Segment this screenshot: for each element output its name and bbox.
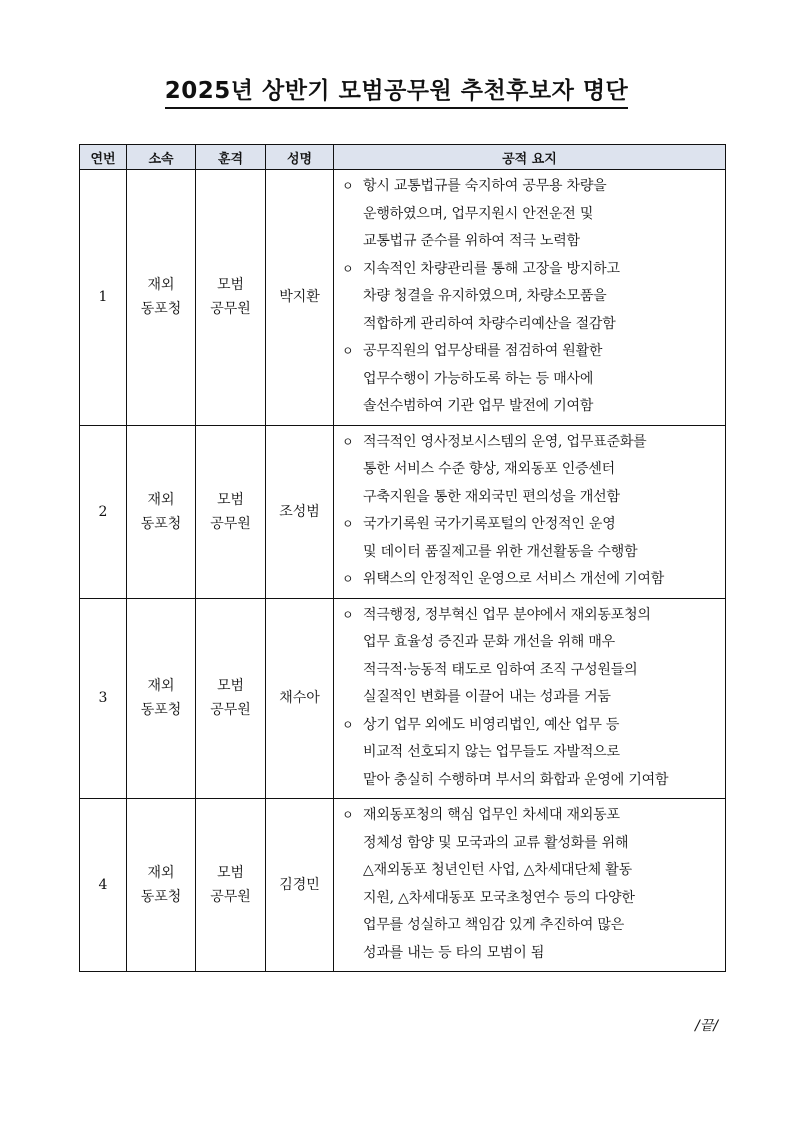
honor-cell	[196, 425, 266, 598]
honor-cell-line: 공무원	[210, 515, 251, 532]
affiliation-cell-line: 동포청	[140, 702, 182, 719]
merit-item	[342, 602, 721, 712]
merit-line: 적극적인 영사정보시스템의 운영, 업무표준화를	[363, 433, 647, 450]
bullet-icon: ㅇ	[342, 808, 354, 822]
table-row	[80, 425, 726, 598]
row-number: 4	[80, 799, 127, 972]
affiliation-cell	[127, 170, 196, 426]
merit-line: 교통법규 준수를 위하여 적극 노력함	[363, 233, 580, 249]
merit-item	[342, 338, 721, 421]
row-number: 2	[80, 425, 127, 598]
honor-cell-line: 모범	[216, 491, 245, 508]
affiliation-cell-line: 재외	[147, 678, 175, 695]
merit-item	[342, 712, 721, 795]
honor-cell-line: 공무원	[210, 702, 251, 719]
affiliation-cell	[127, 425, 196, 598]
honor-cell-line: 모범	[216, 865, 245, 881]
merit-line: 국가기록원 국가기록포털의 안정적인 운영	[363, 516, 616, 532]
name-cell: 박지환	[266, 170, 334, 426]
affiliation-cell-line: 재외	[147, 277, 175, 294]
merit-line: 솔선수범하여 기관 업무 발전에 기여함	[363, 398, 594, 414]
merit-line: 위택스의 안정적인 운영으로 서비스 개선에 기여함	[363, 571, 665, 587]
merit-line: △재외동포 청년인턴 사업, △차세대단체 활동	[363, 862, 632, 878]
honor-cell-line: 공무원	[210, 301, 251, 318]
merit-line: 지속적인 차량관리를 통해 고장을 방지하고	[363, 260, 620, 277]
bullet-icon: ㅇ	[342, 517, 354, 531]
table-row	[80, 598, 726, 799]
merit-line: 항시 교통법규를 숙지하여 공무용 차량을	[363, 178, 607, 194]
row-number: 3	[80, 598, 127, 799]
table-header-row	[80, 145, 726, 170]
merit-line: 및 데이터 품질제고를 위한 개선활동을 수행함	[363, 543, 638, 560]
affiliation-cell-line: 재외	[147, 865, 175, 881]
name-cell: 채수아	[266, 598, 334, 799]
affiliation-cell	[127, 598, 196, 799]
merit-item	[342, 511, 721, 566]
merit-line: 재외동포청의 핵심 업무인 차세대 재외동포	[363, 807, 620, 823]
merit-line: 적합하게 관리하여 차량수리예산을 절감함	[363, 315, 616, 332]
bullet-icon: ㅇ	[342, 572, 354, 586]
merit-line: 맡아 충실히 수행하며 부서의 화합과 운영에 기여함	[363, 771, 669, 788]
end-mark: /끝/	[695, 1018, 718, 1034]
merit-line: 비교적 선호되지 않는 업무들도 자발적으로	[363, 744, 620, 760]
merit-item	[342, 256, 721, 339]
candidate-table	[79, 144, 726, 972]
merit-line: 통한 서비스 수준 향상, 재외동포 인증센터	[363, 461, 616, 477]
honor-cell	[196, 170, 266, 426]
bullet-icon: ㅇ	[342, 344, 354, 358]
merit-line: 운행하였으며, 업무지원시 안전운전 및	[363, 205, 594, 222]
merit-line: 구축지원을 통한 재외국민 편의성을 개선함	[363, 488, 620, 505]
merit-line: 공무직원의 업무상태를 점검하여 원활한	[363, 343, 603, 359]
name-cell: 조성범	[266, 425, 334, 598]
table-row	[80, 170, 726, 426]
document-title: 2025년 상반기 모범공무원 추천후보자 명단	[0, 72, 793, 105]
honor-cell-line: 공무원	[210, 889, 251, 905]
bullet-icon: ㅇ	[342, 179, 354, 193]
merit-line: 실질적인 변화를 이끌어 내는 성과를 거둠	[363, 689, 611, 705]
affiliation-cell-line: 동포청	[140, 301, 182, 318]
honor-cell-line: 모범	[216, 277, 245, 294]
header-affiliation: 소속	[127, 145, 196, 170]
affiliation-cell-line: 재외	[147, 491, 175, 508]
merit-line: 지원, △차세대동포 모국초청연수 등의 다양한	[363, 889, 635, 906]
bullet-icon: ㅇ	[342, 434, 354, 449]
affiliation-cell	[127, 799, 196, 972]
bullet-icon: ㅇ	[342, 607, 354, 622]
merit-line: 정체성 함양 및 모국과의 교류 활성화를 위해	[363, 834, 629, 851]
bullet-icon: ㅇ	[342, 261, 354, 276]
honor-cell	[196, 598, 266, 799]
header-honor: 훈격	[196, 145, 266, 170]
merit-line: 적극행정, 정부혁신 업무 분야에서 재외동포청의	[363, 606, 651, 623]
header-merit: 공적 요지	[334, 145, 726, 170]
merit-cell	[334, 425, 726, 598]
merit-item	[342, 173, 721, 256]
merit-cell	[334, 170, 726, 426]
merit-line: 상기 업무 외에도 비영리법인, 예산 업무 등	[363, 716, 620, 733]
merit-line: 적극적·능동적 태도로 임하여 조직 구성원들의	[363, 661, 638, 678]
row-number: 1	[80, 170, 127, 426]
bullet-icon: ㅇ	[342, 717, 354, 732]
merit-item	[342, 429, 721, 512]
honor-cell-line: 모범	[216, 678, 245, 695]
header-name: 성명	[266, 145, 334, 170]
merit-line: 성과를 내는 등 타의 모범이 됨	[363, 944, 545, 961]
merit-cell	[334, 799, 726, 972]
merit-line: 차량 청결을 유지하였으며, 차량소모품을	[363, 288, 607, 304]
honor-cell	[196, 799, 266, 972]
table-row	[80, 799, 726, 972]
affiliation-cell-line: 동포청	[140, 515, 182, 532]
merit-line: 업무 효율성 증진과 문화 개선을 위해 매우	[363, 634, 616, 650]
merit-line: 업무를 성실하고 책임감 있게 추진하여 많은	[363, 917, 625, 933]
header-no: 연번	[80, 145, 127, 170]
name-cell: 김경민	[266, 799, 334, 972]
merit-line: 업무수행이 가능하도록 하는 등 매사에	[363, 370, 594, 387]
merit-item	[342, 802, 721, 967]
affiliation-cell-line: 동포청	[140, 889, 182, 905]
merit-item	[342, 566, 721, 594]
merit-cell	[334, 598, 726, 799]
